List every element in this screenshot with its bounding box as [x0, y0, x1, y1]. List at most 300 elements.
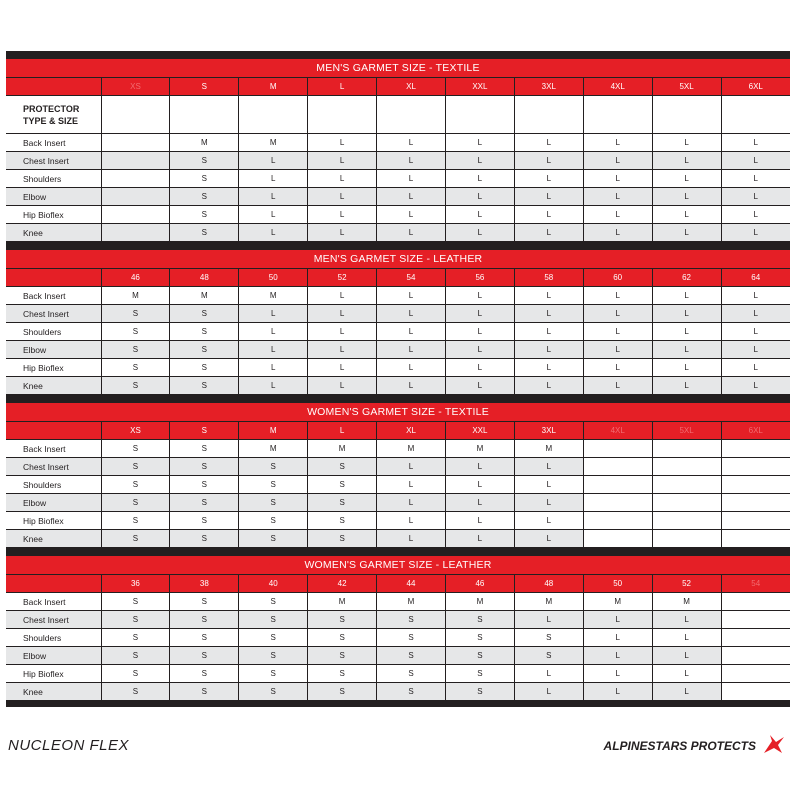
size-cell: S — [239, 476, 308, 494]
table-row — [6, 458, 790, 476]
size-cell: S — [239, 665, 308, 683]
size-cell — [652, 512, 721, 530]
size-label: 48 — [514, 575, 583, 593]
size-cell: L — [721, 305, 790, 323]
size-cell: L — [583, 665, 652, 683]
size-cell: L — [721, 323, 790, 341]
size-cell: M — [377, 440, 446, 458]
size-cell: S — [101, 359, 170, 377]
chart-top-bar — [6, 51, 790, 59]
size-cell — [721, 440, 790, 458]
table-row — [6, 629, 790, 647]
size-cell: L — [583, 224, 652, 242]
size-cell: S — [101, 647, 170, 665]
header-cell — [652, 96, 721, 134]
size-cell: L — [377, 224, 446, 242]
size-table — [6, 421, 790, 547]
size-cell: S — [445, 647, 514, 665]
size-cell: S — [308, 476, 377, 494]
size-cell: S — [101, 611, 170, 629]
size-cell: L — [377, 152, 446, 170]
size-cell: S — [101, 323, 170, 341]
size-label: 46 — [445, 575, 514, 593]
table-row — [6, 665, 790, 683]
size-cell: L — [308, 341, 377, 359]
size-cell: S — [308, 665, 377, 683]
table-row — [6, 323, 790, 341]
size-cell: L — [583, 305, 652, 323]
table-row — [6, 683, 790, 701]
table-row — [6, 593, 790, 611]
size-cell: S — [239, 647, 308, 665]
protector-label: Hip Bioflex — [6, 665, 101, 683]
size-cell: L — [308, 359, 377, 377]
size-cell: L — [445, 152, 514, 170]
size-cell: S — [101, 341, 170, 359]
size-cell: L — [239, 359, 308, 377]
size-cell: S — [101, 629, 170, 647]
size-cell: L — [652, 359, 721, 377]
header-cell — [170, 96, 239, 134]
size-cell: L — [445, 224, 514, 242]
size-cell: S — [101, 458, 170, 476]
size-cell: M — [514, 593, 583, 611]
size-cell — [101, 152, 170, 170]
size-cell: L — [377, 476, 446, 494]
table-row — [6, 287, 790, 305]
size-cell: L — [583, 188, 652, 206]
size-cell: S — [377, 647, 446, 665]
size-cell: L — [239, 224, 308, 242]
size-cell: L — [652, 224, 721, 242]
size-label: 5XL — [652, 78, 721, 96]
size-header-row — [6, 575, 790, 593]
size-label: 52 — [308, 269, 377, 287]
size-cell: L — [514, 152, 583, 170]
size-cell — [652, 476, 721, 494]
size-cell: L — [377, 377, 446, 395]
alpinestars-star-icon — [762, 733, 786, 755]
size-cell: S — [308, 629, 377, 647]
size-cell: M — [239, 440, 308, 458]
header-cell — [721, 96, 790, 134]
size-label: 5XL — [652, 422, 721, 440]
size-cell: S — [170, 665, 239, 683]
size-label: 46 — [101, 269, 170, 287]
size-header-corner — [6, 78, 101, 96]
size-cell: L — [377, 530, 446, 548]
size-header-corner — [6, 575, 101, 593]
size-label: 52 — [652, 575, 721, 593]
size-cell: L — [514, 341, 583, 359]
protector-label: Elbow — [6, 494, 101, 512]
size-cell: L — [514, 170, 583, 188]
size-cell: L — [239, 170, 308, 188]
size-cell: S — [170, 305, 239, 323]
protector-label: Shoulders — [6, 629, 101, 647]
size-label: 50 — [583, 575, 652, 593]
size-cell: S — [308, 494, 377, 512]
size-cell — [721, 593, 790, 611]
size-cell: L — [445, 359, 514, 377]
size-cell: S — [170, 629, 239, 647]
size-cell — [101, 134, 170, 152]
size-cell: S — [170, 530, 239, 548]
protector-label: Shoulders — [6, 323, 101, 341]
size-cell: S — [101, 494, 170, 512]
size-label: 36 — [101, 575, 170, 593]
size-label: 40 — [239, 575, 308, 593]
size-cell: S — [445, 665, 514, 683]
size-table — [6, 574, 790, 700]
protector-label: Back Insert — [6, 440, 101, 458]
protector-label: Hip Bioflex — [6, 359, 101, 377]
table-row — [6, 377, 790, 395]
size-cell: L — [514, 305, 583, 323]
table-row — [6, 476, 790, 494]
size-cell: L — [514, 665, 583, 683]
size-cell: S — [377, 611, 446, 629]
size-cell: S — [445, 683, 514, 701]
size-label: 54 — [721, 575, 790, 593]
size-cell — [583, 512, 652, 530]
size-label: L — [308, 78, 377, 96]
size-cell: L — [652, 305, 721, 323]
size-cell: M — [239, 287, 308, 305]
size-cell — [652, 458, 721, 476]
size-cell: S — [170, 323, 239, 341]
protector-label: Back Insert — [6, 134, 101, 152]
size-label: 60 — [583, 269, 652, 287]
nucleon-flex-logo: NUCLEON FLEX — [8, 737, 130, 754]
size-cell: L — [583, 323, 652, 341]
size-cell: M — [445, 440, 514, 458]
size-cell: L — [239, 377, 308, 395]
size-cell: L — [445, 530, 514, 548]
table-row — [6, 170, 790, 188]
size-cell — [101, 224, 170, 242]
size-cell — [101, 170, 170, 188]
size-cell: S — [445, 611, 514, 629]
size-cell — [721, 683, 790, 701]
size-cell — [721, 476, 790, 494]
size-label: 44 — [377, 575, 446, 593]
size-cell: S — [308, 512, 377, 530]
size-cell: S — [308, 647, 377, 665]
size-cell: L — [583, 629, 652, 647]
protector-label: Elbow — [6, 341, 101, 359]
size-label: 64 — [721, 269, 790, 287]
size-cell: L — [308, 206, 377, 224]
table-row — [6, 647, 790, 665]
size-cell — [652, 530, 721, 548]
size-cell: L — [445, 134, 514, 152]
size-cell — [652, 440, 721, 458]
section-title: WOMEN'S GARMET SIZE - LEATHER — [6, 556, 790, 574]
size-cell: L — [721, 341, 790, 359]
size-label: 54 — [377, 269, 446, 287]
size-cell: L — [583, 647, 652, 665]
size-cell: L — [445, 323, 514, 341]
size-cell: S — [239, 494, 308, 512]
size-cell: S — [170, 440, 239, 458]
size-cell: S — [308, 458, 377, 476]
size-cell: S — [170, 512, 239, 530]
size-cell: L — [377, 287, 446, 305]
size-label: 6XL — [721, 78, 790, 96]
size-section — [6, 250, 790, 394]
section-title: MEN'S GARMET SIZE - LEATHER — [6, 250, 790, 268]
size-cell — [583, 476, 652, 494]
size-cell: L — [583, 152, 652, 170]
table-row — [6, 305, 790, 323]
size-cell: S — [170, 359, 239, 377]
size-cell: L — [377, 494, 446, 512]
size-cell: L — [308, 287, 377, 305]
size-cell: L — [514, 188, 583, 206]
size-label: 48 — [170, 269, 239, 287]
size-header-row — [6, 269, 790, 287]
size-label: M — [239, 78, 308, 96]
size-cell: L — [652, 665, 721, 683]
size-header-row — [6, 78, 790, 96]
size-cell: L — [514, 611, 583, 629]
size-label: 42 — [308, 575, 377, 593]
size-chart-sections — [6, 59, 790, 700]
table-row — [6, 188, 790, 206]
size-cell: L — [652, 683, 721, 701]
protector-header-row — [6, 96, 790, 134]
protector-label: Elbow — [6, 647, 101, 665]
header-cell — [308, 96, 377, 134]
size-cell: L — [377, 134, 446, 152]
size-cell: M — [308, 440, 377, 458]
size-cell: S — [101, 683, 170, 701]
table-row — [6, 152, 790, 170]
header-cell — [445, 96, 514, 134]
size-cell: S — [101, 593, 170, 611]
size-label: 56 — [445, 269, 514, 287]
size-cell: S — [170, 647, 239, 665]
size-cell: L — [308, 188, 377, 206]
table-row — [6, 611, 790, 629]
size-cell: L — [583, 206, 652, 224]
size-cell: L — [583, 170, 652, 188]
size-cell: S — [308, 683, 377, 701]
size-cell: S — [514, 647, 583, 665]
size-cell: S — [101, 305, 170, 323]
size-cell: M — [308, 593, 377, 611]
size-cell: S — [239, 683, 308, 701]
protector-label: Chest Insert — [6, 152, 101, 170]
table-row — [6, 206, 790, 224]
table-row — [6, 440, 790, 458]
size-cell: L — [652, 629, 721, 647]
size-cell — [721, 665, 790, 683]
size-cell: S — [170, 188, 239, 206]
size-cell: L — [377, 458, 446, 476]
size-cell: L — [514, 323, 583, 341]
size-label: S — [170, 78, 239, 96]
size-cell: L — [239, 206, 308, 224]
size-cell: S — [308, 611, 377, 629]
protector-type-size-label: PROTECTOR TYPE & SIZE — [6, 96, 101, 134]
size-cell: S — [170, 152, 239, 170]
size-cell: L — [514, 530, 583, 548]
size-cell: L — [652, 206, 721, 224]
size-cell: L — [652, 287, 721, 305]
size-cell: M — [445, 593, 514, 611]
size-label: 3XL — [514, 422, 583, 440]
size-cell: L — [239, 188, 308, 206]
table-row — [6, 359, 790, 377]
size-cell: L — [514, 377, 583, 395]
size-cell: L — [652, 341, 721, 359]
size-table — [6, 268, 790, 394]
size-cell: L — [377, 323, 446, 341]
size-cell: L — [514, 287, 583, 305]
size-cell: L — [652, 152, 721, 170]
size-cell: L — [721, 287, 790, 305]
size-cell: S — [445, 629, 514, 647]
size-cell: L — [721, 188, 790, 206]
size-header-corner — [6, 422, 101, 440]
size-cell — [652, 494, 721, 512]
size-cell: S — [514, 629, 583, 647]
size-cell: L — [514, 206, 583, 224]
section-title: WOMEN'S GARMET SIZE - TEXTILE — [6, 403, 790, 421]
size-cell: S — [170, 593, 239, 611]
protector-label: Knee — [6, 377, 101, 395]
size-cell: L — [377, 359, 446, 377]
size-label: 50 — [239, 269, 308, 287]
section-title: MEN'S GARMET SIZE - TEXTILE — [6, 59, 790, 77]
size-cell: L — [308, 134, 377, 152]
table-row — [6, 224, 790, 242]
size-cell: L — [445, 305, 514, 323]
size-cell: L — [721, 206, 790, 224]
size-cell: S — [377, 665, 446, 683]
size-label: 62 — [652, 269, 721, 287]
header-cell — [377, 96, 446, 134]
size-cell: L — [721, 359, 790, 377]
size-cell — [721, 494, 790, 512]
size-cell: L — [514, 134, 583, 152]
size-cell: S — [101, 665, 170, 683]
size-cell: L — [377, 188, 446, 206]
size-cell: L — [445, 494, 514, 512]
size-cell: S — [170, 611, 239, 629]
size-cell: L — [583, 683, 652, 701]
size-cell: S — [170, 458, 239, 476]
size-cell: S — [170, 224, 239, 242]
size-cell: S — [170, 683, 239, 701]
size-cell: L — [308, 224, 377, 242]
size-cell — [583, 530, 652, 548]
size-table — [6, 77, 790, 241]
size-cell: L — [445, 341, 514, 359]
size-cell: S — [239, 512, 308, 530]
size-label: 58 — [514, 269, 583, 287]
size-cell: S — [239, 629, 308, 647]
size-label: M — [239, 422, 308, 440]
size-cell: L — [514, 476, 583, 494]
size-cell: L — [239, 305, 308, 323]
protector-label: Knee — [6, 224, 101, 242]
protector-label: Elbow — [6, 188, 101, 206]
size-label: XL — [377, 422, 446, 440]
size-cell: L — [583, 341, 652, 359]
size-cell: L — [445, 512, 514, 530]
size-cell: L — [652, 323, 721, 341]
size-cell: L — [239, 341, 308, 359]
size-label: L — [308, 422, 377, 440]
size-cell — [721, 647, 790, 665]
size-cell — [721, 611, 790, 629]
size-cell: L — [721, 134, 790, 152]
size-cell: L — [514, 224, 583, 242]
size-cell: M — [377, 593, 446, 611]
size-label: 6XL — [721, 422, 790, 440]
size-header-corner — [6, 269, 101, 287]
size-cell: L — [583, 611, 652, 629]
size-cell — [583, 440, 652, 458]
size-cell: S — [170, 494, 239, 512]
size-cell: L — [652, 170, 721, 188]
protector-label: Chest Insert — [6, 305, 101, 323]
size-cell: L — [514, 494, 583, 512]
size-cell: M — [239, 134, 308, 152]
size-cell: S — [377, 683, 446, 701]
size-cell: L — [445, 377, 514, 395]
size-cell: M — [170, 287, 239, 305]
size-cell: M — [101, 287, 170, 305]
size-label: 4XL — [583, 78, 652, 96]
size-cell: S — [170, 377, 239, 395]
size-label: S — [170, 422, 239, 440]
size-cell: L — [721, 152, 790, 170]
size-cell: S — [101, 377, 170, 395]
size-cell: L — [514, 359, 583, 377]
size-cell: L — [445, 458, 514, 476]
size-cell: L — [377, 512, 446, 530]
size-cell: S — [308, 530, 377, 548]
protector-label: Shoulders — [6, 170, 101, 188]
size-label: XS — [101, 422, 170, 440]
size-cell — [721, 530, 790, 548]
protector-label: Knee — [6, 530, 101, 548]
size-section — [6, 403, 790, 547]
size-cell — [721, 512, 790, 530]
header-cell — [101, 96, 170, 134]
size-cell: L — [652, 188, 721, 206]
size-chart — [6, 51, 790, 707]
protector-label: Chest Insert — [6, 458, 101, 476]
size-cell: S — [377, 629, 446, 647]
size-cell: L — [583, 377, 652, 395]
table-row — [6, 134, 790, 152]
size-cell: L — [652, 611, 721, 629]
header-cell — [583, 96, 652, 134]
protector-label: Shoulders — [6, 476, 101, 494]
size-cell: L — [445, 170, 514, 188]
size-cell: L — [308, 152, 377, 170]
header-cell — [239, 96, 308, 134]
size-cell: L — [239, 323, 308, 341]
table-row — [6, 530, 790, 548]
size-cell: S — [239, 458, 308, 476]
protector-label: Knee — [6, 683, 101, 701]
